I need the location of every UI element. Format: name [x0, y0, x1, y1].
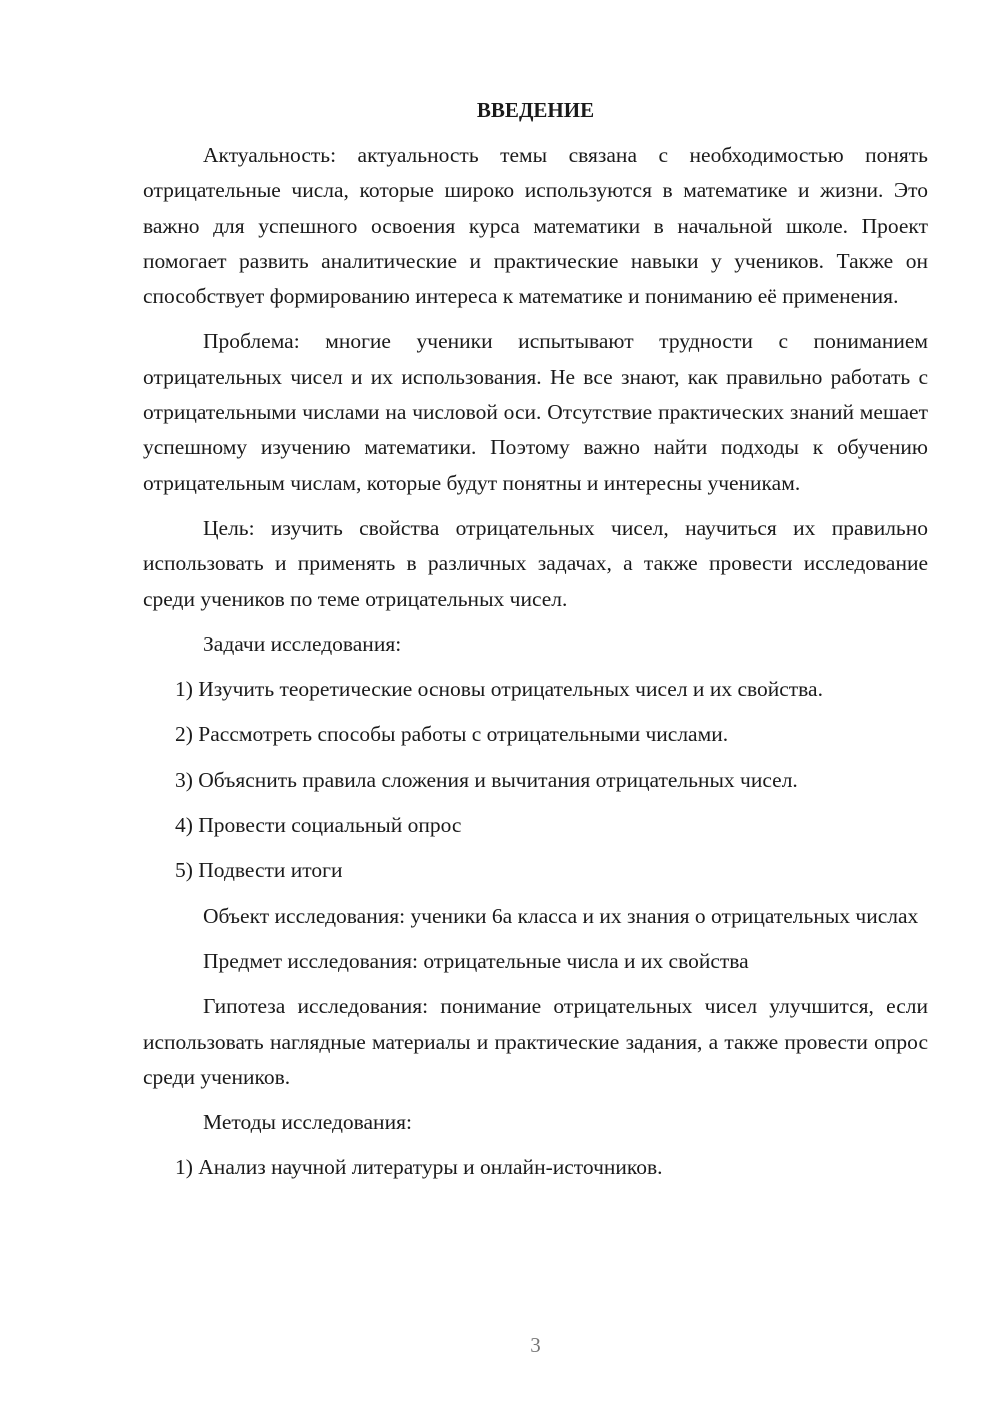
problem-paragraph: Проблема: многие ученики испытывают трудности с пониманием отрицательных чисел и их использования. Не все знают, как правильно работать с отрицательными числами на числовой оси. Отсутствие практических знаний мешает успешному изучению математики. Поэтому важно найти подходы к обучению отрицательным числам, которые будут понятны и интересны ученикам. [143, 329, 928, 495]
section-heading: ВВЕДЕНИЕ [476, 98, 595, 122]
page-number: 3 [530, 1333, 541, 1357]
task-item: 2) Рассмотреть способы работы с отрицательными числами. [175, 722, 729, 747]
task-item: 4) Провести социальный опрос [175, 813, 462, 838]
task-item: 3) Объяснить правила сложения и вычитания отрицательных чисел. [175, 767, 798, 792]
object-paragraph: Объект исследования: ученики 6а класса и их знания о отрицательных числах [203, 903, 919, 928]
hypothesis-paragraph: Гипотеза исследования: понимание отрицательных чисел улучшится, если использовать наглядные материалы и практические задания, а также провести опрос среди учеников. [143, 994, 928, 1089]
goal-paragraph: Цель: изучить свойства отрицательных чисел, научиться их правильно использовать и применять в различных задачах, а также провести исследование среди учеников по теме отрицательных чисел. [143, 515, 928, 611]
methods-title: Методы исследования: [203, 1110, 412, 1135]
tasks-title: Задачи исследования: [203, 631, 402, 656]
page-content [143, 93, 928, 1196]
relevance-paragraph: Актуальность: актуальность темы связана с необходимостью понять отрицательные числа, которые широко используются в математике и жизни. Это важно для успешного освоения курса математики в начальной школе. Проект помогает развить аналитические и практические навыки у учеников. Также он способствует формированию интереса к математике и пониманию её применения. [143, 143, 928, 309]
task-item: 1) Изучить теоретические основы отрицательных чисел и их свойства. [175, 677, 823, 702]
subject-paragraph: Предмет исследования: отрицательные числа и их свойства [203, 948, 749, 973]
task-item: 5) Подвести итоги [175, 858, 343, 883]
method-item: 1) Анализ научной литературы и онлайн-источников. [175, 1155, 663, 1180]
